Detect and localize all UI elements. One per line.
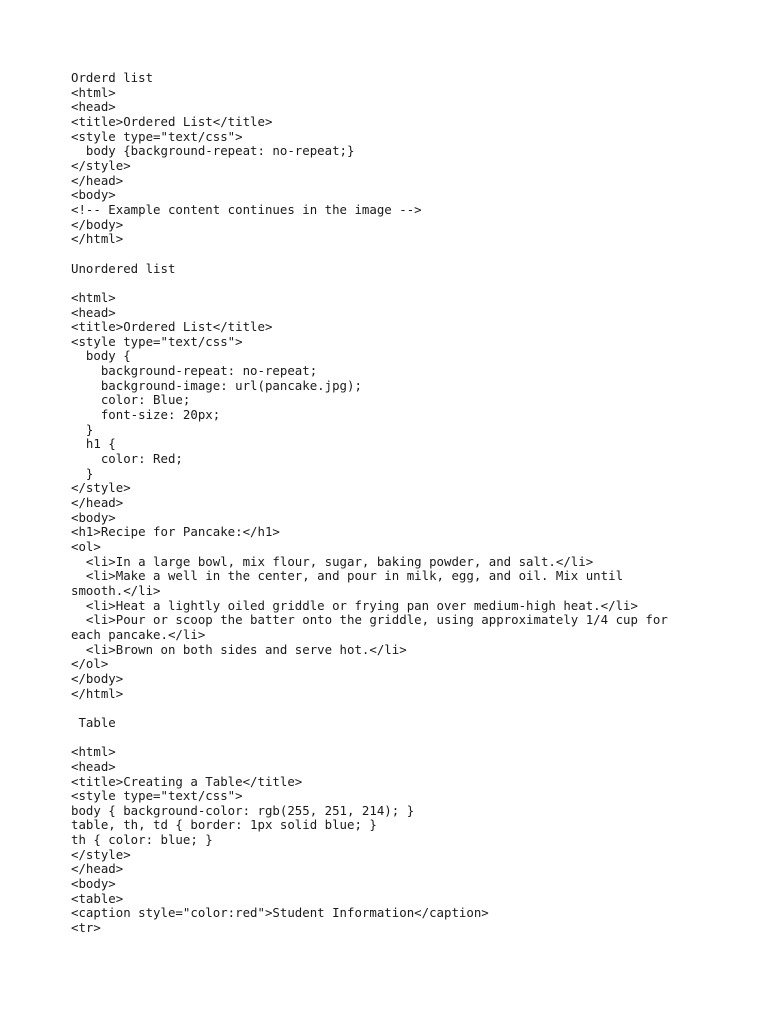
code-block [71, 86, 751, 247]
code-line: <caption style="color:red">Student Information</caption> [71, 905, 489, 921]
code-line: <table> [71, 890, 124, 906]
code-line: font-size: 20px; [71, 407, 221, 423]
code-line: color: Blue; [71, 392, 191, 408]
code-block [71, 745, 751, 936]
code-line: smooth.</li> [71, 582, 161, 598]
code-line: <style type="text/css"> [71, 333, 243, 349]
section-heading: Table [71, 714, 116, 730]
code-line: </body> [71, 216, 124, 232]
section-heading: Unordered list [71, 260, 176, 276]
code-line: <body> [71, 876, 116, 892]
code-line: <head> [71, 99, 116, 115]
heading-spacer [71, 731, 751, 746]
code-line: <li>Brown on both sides and serve hot.</li> [71, 641, 407, 657]
code-line: } [71, 421, 94, 437]
code-line: <li>Make a well in the center, and pour in milk, egg, and oil. Mix until [71, 568, 624, 584]
code-line: th { color: blue; } [71, 832, 213, 848]
code-line: </html> [71, 685, 124, 701]
code-line: <li>Heat a lightly oiled griddle or frying pan over medium-high heat.</li> [71, 597, 638, 613]
code-line: <title>Ordered List</title> [71, 113, 273, 129]
heading-spacer [71, 276, 751, 291]
code-line: <html> [71, 744, 116, 760]
code-line: <title>Creating a Table</title> [71, 773, 303, 789]
code-line: </head> [71, 172, 124, 188]
code-line: <html> [71, 289, 116, 305]
code-line: body { background-color: rgb(255, 251, 214); } [71, 802, 415, 818]
code-line: } [71, 465, 94, 481]
code-line: background-repeat: no-repeat; [71, 363, 318, 379]
code-line: <body> [71, 509, 116, 525]
code-line: <head> [71, 304, 116, 320]
code-line: background-image: url(pancake.jpg); [71, 377, 362, 393]
code-line: </body> [71, 670, 124, 686]
code-line: <li>Pour or scoop the batter onto the griddle, using approximately 1/4 cup for [71, 612, 668, 628]
code-line: <li>In a large bowl, mix flour, sugar, baking powder, and salt.</li> [71, 553, 594, 569]
code-line: <body> [71, 187, 116, 203]
code-line: </head> [71, 495, 124, 511]
code-line: body { [71, 348, 131, 364]
section-spacer [71, 247, 751, 262]
code-line: </html> [71, 231, 124, 247]
code-line: body {background-repeat: no-repeat;} [71, 143, 355, 159]
section-heading: Orderd list [71, 70, 154, 85]
section-spacer [71, 701, 751, 716]
code-line: </style> [71, 157, 131, 173]
code-line: </style> [71, 846, 131, 862]
code-line: </head> [71, 861, 124, 877]
code-line: each pancake.</li> [71, 626, 206, 642]
code-line: <h1>Recipe for Pancake:</h1> [71, 524, 280, 540]
code-line: <style type="text/css"> [71, 788, 243, 804]
code-line: <style type="text/css"> [71, 128, 243, 144]
code-line: <title>Ordered List</title> [71, 319, 273, 335]
code-line: <ol> [71, 539, 101, 554]
document-page [71, 71, 751, 936]
code-line: <tr> [71, 920, 101, 936]
code-block [71, 291, 751, 701]
code-line: <!-- Example content continues in the image --> [71, 201, 422, 217]
code-line: table, th, td { border: 1px solid blue; } [71, 817, 377, 833]
code-line: color: Red; [71, 451, 183, 467]
code-line: <html> [71, 84, 116, 100]
code-line: </style> [71, 480, 131, 496]
code-line: </ol> [71, 656, 109, 672]
code-line: h1 { [71, 436, 116, 452]
code-line: <head> [71, 758, 116, 774]
